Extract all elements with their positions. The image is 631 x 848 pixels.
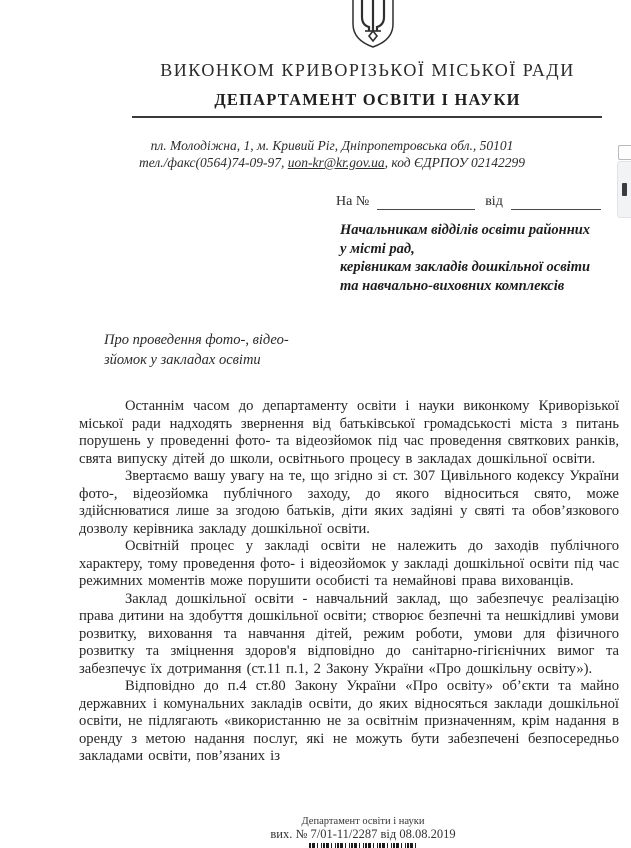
registration-stamp <box>198 816 528 848</box>
body-paragraph: Відповідно до п.4 ст.80 Закону України «Про освіту» об’єкти та майно державних і комунальних закладів освіти, до яких відносяться заклади дошкільної освіти, не підлягають «використанню не за освітнім призначенням, крім надання в оренду з метою надання послуг, які не можуть бути забезпечені безпосередньо закладами освіти, пов’язаних із <box>79 678 619 764</box>
body-paragraph: Останнім часом до департаменту освіти і науки виконкому Криворізької міської ради надходять звернення від батьківської громадськості міста з питань порушень у проведенні фото- та відеозйомок під час проведення святкових ранків, свята випуску дітей до школи, освітнього процесу в закладах дошкільної освіти. <box>79 398 619 467</box>
recipient-line: у місті рад, <box>340 240 415 257</box>
reference-date-label: від <box>485 194 503 209</box>
barcode <box>309 843 417 848</box>
recipient-line: та навчально-виховних комплексів <box>340 277 565 294</box>
reference-number-blank <box>377 195 475 210</box>
subject-line2: зйомок у закладах освіти <box>104 351 261 368</box>
cropped-side-panel[interactable] <box>617 161 631 218</box>
reference-line <box>336 194 601 210</box>
subject-line1: Про проведення фото-, відео- <box>104 332 289 348</box>
email-link[interactable]: uon-kr@kr.gov.ua <box>287 155 385 170</box>
address-line2 <box>82 154 582 171</box>
organization-name: ВИКОНКОМ КРИВОРІЗЬКОЇ МІСЬКОЇ РАДИ <box>160 60 575 80</box>
reference-date-blank <box>511 195 601 210</box>
body-paragraph: Освітній процес у закладі освіти не належить до заходів публічного характеру, тому проведення фото- і відеозйомок у закладі дошкільної освіти під час режимних моментів може порушити особисті та немайнові права вихованців. <box>79 538 619 589</box>
body-paragraph: Звертаємо вашу увагу на те, що згідно зі ст. 307 Цивільного кодексу України фото-, відеозйомка публічного заходу, до якого відноситься свято, може здійснюватися лише за згодою батьків, діти яких задіяні у святі та обов’язкового дозволу керівника закладу дошкільної освіти. <box>79 468 619 537</box>
side-panel-icon <box>622 183 627 196</box>
subject-block <box>104 331 374 370</box>
recipient-line: керівникам закладів дошкільної освіти <box>340 259 591 275</box>
phone-number: тел./факс(0564)74-09-97, <box>138 155 288 170</box>
body-paragraph: Заклад дошкільної освіти - навчальний заклад, що забезпечує реалізацію права дитини на здобуття дошкільної освіти; створює безпечні та нешкідливі умови розвитку, виховання та навчання дітей, режим роботи, умови для фізичного розвитку та зміцнення здоров'я відповідно до санітарно-гігієнічних вимог та забезпечує їх дотримання (ст.11 п.1, 2 Закону України «Про дошкільну освіту»). <box>79 590 619 677</box>
stamp-number-date: вих. № 7/01-11/2287 від 08.08.2019 <box>270 827 456 841</box>
stamp-department: Департамент освіти і науки <box>301 816 425 827</box>
edrpou-code: , код ЄДРПОУ 02142299 <box>384 155 526 170</box>
address-line1: пл. Молодіжна, 1, м. Кривий Ріг, Дніпропетровська обл., 50101 <box>150 138 514 153</box>
recipient-line: Начальникам відділів освіти районних <box>340 222 591 238</box>
header-divider <box>132 116 602 118</box>
recipient-block <box>340 221 628 295</box>
letter-body <box>79 398 619 766</box>
cropped-side-button[interactable] <box>618 145 631 160</box>
department-name: ДЕПАРТАМЕНТ ОСВІТИ І НАУКИ <box>214 90 521 109</box>
reference-number-label: На № <box>336 194 370 209</box>
address-block <box>82 137 582 171</box>
ukraine-trident-emblem-icon <box>346 0 400 55</box>
